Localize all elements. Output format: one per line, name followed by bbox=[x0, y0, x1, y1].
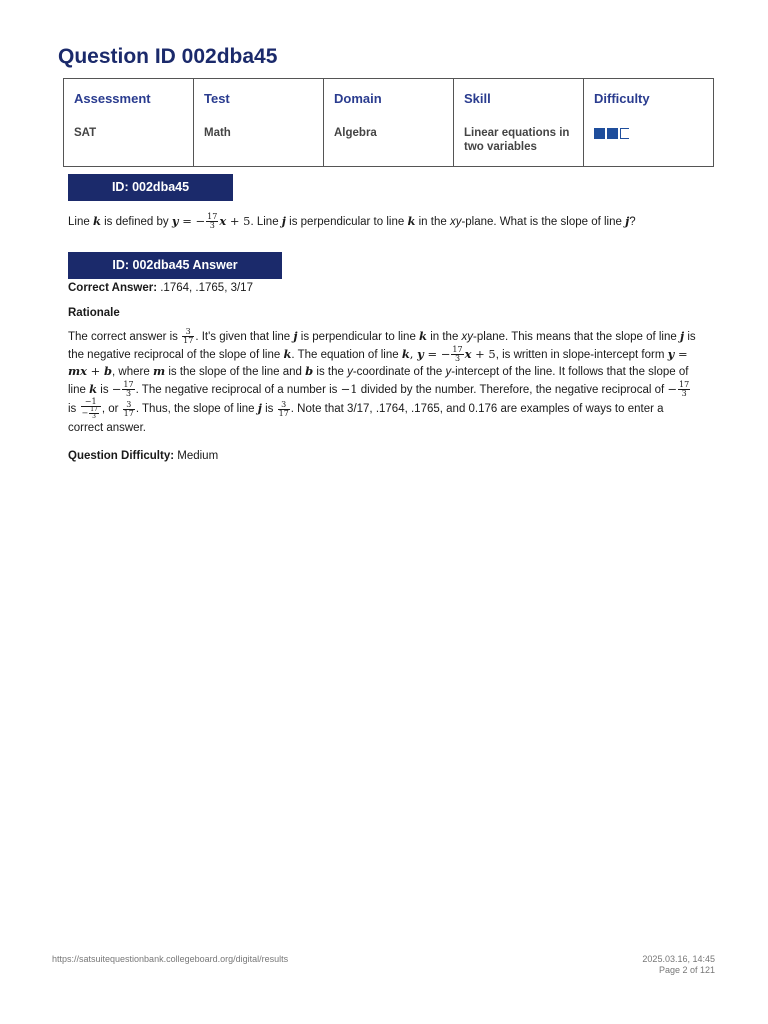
meta-value-skill: Linear equations in two variables bbox=[464, 127, 570, 153]
meta-header-skill: Skill bbox=[464, 91, 491, 106]
difficulty-value: Medium bbox=[174, 450, 219, 462]
difficulty-label: Question Difficulty: bbox=[68, 450, 175, 462]
difficulty-box bbox=[620, 128, 629, 139]
meta-value-test: Math bbox=[204, 127, 231, 139]
difficulty-box bbox=[594, 128, 605, 139]
footer-url: https://satsuitequestionbank.collegeboard.org/digital/results bbox=[52, 954, 289, 964]
question-id-banner: ID: 002dba45 bbox=[68, 174, 233, 201]
rationale-heading: Rationale bbox=[68, 307, 120, 319]
meta-cell-difficulty bbox=[584, 79, 714, 167]
meta-cell-assessment bbox=[64, 79, 194, 167]
meta-header-test: Test bbox=[204, 91, 230, 106]
correct-answer-label: Correct Answer: bbox=[68, 282, 158, 294]
footer-info bbox=[642, 954, 715, 976]
meta-cell-skill bbox=[454, 79, 584, 167]
footer-page-number: Page 2 of 121 bbox=[658, 965, 715, 975]
correct-answer bbox=[68, 280, 698, 297]
correct-answer-value: .1764, .1765, 3/17 bbox=[157, 282, 253, 294]
difficulty-box bbox=[607, 128, 618, 139]
difficulty-indicator bbox=[594, 128, 703, 140]
footer-timestamp: 2025.03.16, 14:45 bbox=[642, 954, 715, 964]
meta-value-assessment: SAT bbox=[74, 127, 97, 139]
meta-header-assessment: Assessment bbox=[74, 91, 151, 106]
page-title: Question ID 002dba45 bbox=[58, 45, 278, 68]
meta-value-domain: Algebra bbox=[334, 127, 377, 139]
question-meta-table bbox=[63, 78, 714, 167]
meta-header-difficulty: Difficulty bbox=[594, 91, 650, 106]
meta-cell-domain bbox=[324, 79, 454, 167]
rationale-text: The correct answer is $\frac{3}{17}$ . It's given that line j is perpendicular to line k in the xy-plane. This means that the slope of line j is the negative reciprocal of the slope of line k. The equation of line k, y = − $\frac{17}{3}$ x + 5, is written in slope-intercept form y = mx + b, where m is the slope of the line and b is the y-coordinate of the y-intercept of the line. It follows that the slope of line k is − $\frac{17}{3}$ . The negative reciprocal of a number is −1 divided by the number. Therefore, the negative reciprocal of − $\frac{17}{3}$ is −1 − $\frac{17}{3}$ , or $\frac{3}{17}$ . Thus, the slope of line j is $\frac{3}{17}$ . Note that 3/17, .1764, .1765, and 0.176 are examples of ways to enter a correct answer. bbox=[68, 327, 696, 434]
meta-header-domain: Domain bbox=[334, 91, 382, 106]
answer-id-banner: ID: 002dba45 Answer bbox=[68, 252, 282, 279]
meta-cell-test bbox=[194, 79, 324, 167]
question-text: Line k is defined by y = − $\frac{17}{3}$ x + 5. Line j is perpendicular to line k in the xy-plane. What is the slope of line j? bbox=[68, 212, 636, 231]
question-difficulty bbox=[68, 448, 698, 465]
